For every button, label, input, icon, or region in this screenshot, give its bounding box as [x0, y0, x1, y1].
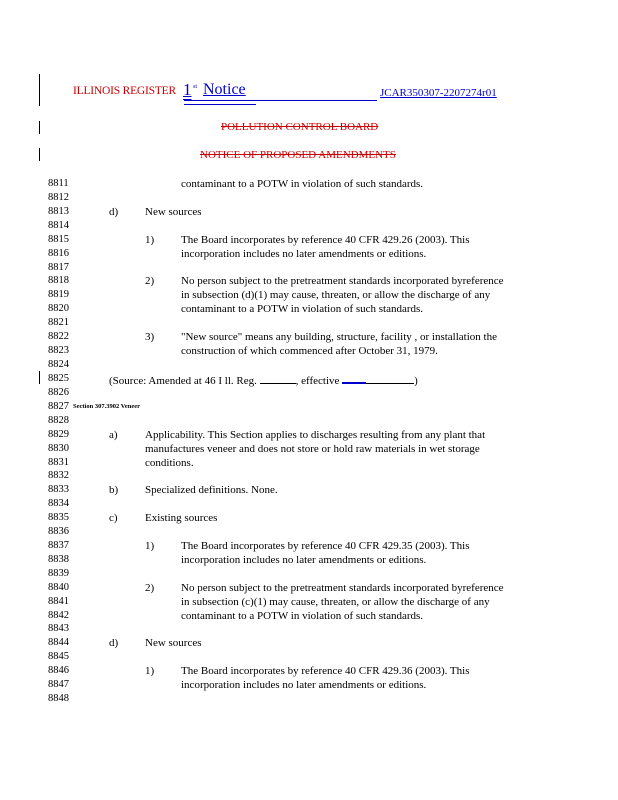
issue-number: 1 — [183, 80, 192, 99]
change-bar — [39, 371, 40, 384]
register-title: ILLINOIS REGISTER — [73, 85, 176, 97]
notice-label: Notice — [203, 81, 246, 98]
subsection-label: c) — [109, 512, 118, 524]
line-number: 8825 — [48, 373, 69, 384]
body-text: No person subject to the pretreatment standards incorporated byreference — [181, 582, 504, 594]
item-label: 1) — [145, 234, 155, 246]
line-number: 8823 — [48, 345, 69, 356]
section-heading: Section 307.3902 Veneer — [73, 403, 140, 410]
line-number: 8814 — [48, 220, 69, 231]
body-text: Applicability. This Section applies to discharges resulting from any plant that — [145, 429, 486, 441]
source-text: , effective — [295, 375, 343, 387]
header-double-underline — [184, 100, 256, 105]
subsection-heading: New sources — [145, 637, 202, 649]
board-title: POLLUTION CONTROL BOARD — [221, 121, 379, 133]
line-number: 8841 — [48, 596, 69, 607]
source-text: (Source: Amended at 46 I ll. Reg. — [109, 375, 260, 387]
line-number: 8821 — [48, 317, 69, 328]
line-number: 8845 — [48, 651, 69, 662]
line-number: 8839 — [48, 568, 69, 579]
body-text: The Board incorporates by reference 40 CFR 429.35 (2003). This — [181, 540, 470, 552]
body-text: contaminant to a POTW in violation of such standards. — [181, 610, 424, 622]
item-label: 3) — [145, 331, 155, 343]
line-number: 8812 — [48, 192, 69, 203]
line-number: 8820 — [48, 303, 69, 314]
effective-blank — [342, 373, 366, 384]
line-number: 8840 — [48, 582, 69, 593]
issue-suffix: st — [193, 84, 198, 90]
line-number: 8817 — [48, 262, 69, 273]
body-text: manufactures veneer and does not store or hold raw materials in wet storage — [145, 443, 480, 455]
line-number: 8818 — [48, 275, 69, 286]
item-label: 2) — [145, 275, 155, 287]
line-number: 8835 — [48, 512, 69, 523]
body-text: construction of which commenced after October 31, 1979. — [181, 345, 438, 357]
item-label: 1) — [145, 540, 155, 552]
change-bar — [39, 74, 40, 106]
header-underline — [255, 100, 377, 101]
body-text: in subsection (d)(1) may cause, threaten, or allow the discharge of any — [181, 289, 491, 301]
source-note — [109, 373, 418, 387]
body-text: The Board incorporates by reference 40 CFR 429.36 (2003). This — [181, 665, 470, 677]
item-label: 2) — [145, 582, 155, 594]
line-number: 8827 — [48, 401, 69, 412]
body-text: contaminant to a POTW in violation of such standards. — [181, 303, 424, 315]
line-number: 8831 — [48, 457, 69, 468]
body-text: incorporation includes no later amendments or editions. — [181, 248, 427, 260]
notice-title: NOTICE OF PROPOSED AMENDMENTS — [200, 149, 396, 161]
line-number: 8832 — [48, 470, 69, 481]
line-number: 8816 — [48, 248, 69, 259]
line-number: 8828 — [48, 415, 69, 426]
line-number: 8829 — [48, 429, 69, 440]
effective-blank — [366, 374, 414, 384]
line-number: 8837 — [48, 540, 69, 551]
body-text: conditions. — [145, 457, 194, 469]
body-text: No person subject to the pretreatment standards incorporated byreference — [181, 275, 504, 287]
line-number: 8824 — [48, 359, 69, 370]
subsection-label: d) — [109, 206, 119, 218]
line-number: 8834 — [48, 498, 69, 509]
change-bar — [39, 121, 40, 134]
line-number: 8838 — [48, 554, 69, 565]
subsection-label: a) — [109, 429, 118, 441]
jcar-code: JCAR350307-2207274r01 — [380, 87, 497, 99]
line-number: 8836 — [48, 526, 69, 537]
body-text: in subsection (c)(1) may cause, threaten, or allow the discharge of any — [181, 596, 490, 608]
subsection-heading: Existing sources — [145, 512, 218, 524]
line-number: 8815 — [48, 234, 69, 245]
body-text: incorporation includes no later amendments or editions. — [181, 554, 427, 566]
line-number: 8843 — [48, 623, 69, 634]
line-number: 8842 — [48, 610, 69, 621]
line-number: 8826 — [48, 387, 69, 398]
body-text: "New source" means any building, structure, facility , or installation the — [181, 331, 497, 343]
body-text: incorporation includes no later amendments or editions. — [181, 679, 427, 691]
line-number: 8848 — [48, 693, 69, 704]
body-text: contaminant to a POTW in violation of such standards. — [181, 178, 424, 190]
line-number: 8819 — [48, 289, 69, 300]
subsection-heading: New sources — [145, 206, 202, 218]
line-number: 8846 — [48, 665, 69, 676]
item-label: 1) — [145, 665, 155, 677]
line-number: 8847 — [48, 679, 69, 690]
line-number: 8813 — [48, 206, 69, 217]
line-number: 8822 — [48, 331, 69, 342]
source-text: ) — [414, 375, 418, 387]
body-text: The Board incorporates by reference 40 CFR 429.26 (2003). This — [181, 234, 470, 246]
line-number: 8833 — [48, 484, 69, 495]
line-number: 8844 — [48, 637, 69, 648]
line-number: 8830 — [48, 443, 69, 454]
reg-blank — [260, 374, 296, 384]
change-bar — [39, 148, 40, 161]
line-number: 8811 — [48, 178, 69, 189]
subsection-label: d) — [109, 637, 119, 649]
subsection-label: b) — [109, 484, 119, 496]
body-text: Specialized definitions. None. — [145, 484, 278, 496]
